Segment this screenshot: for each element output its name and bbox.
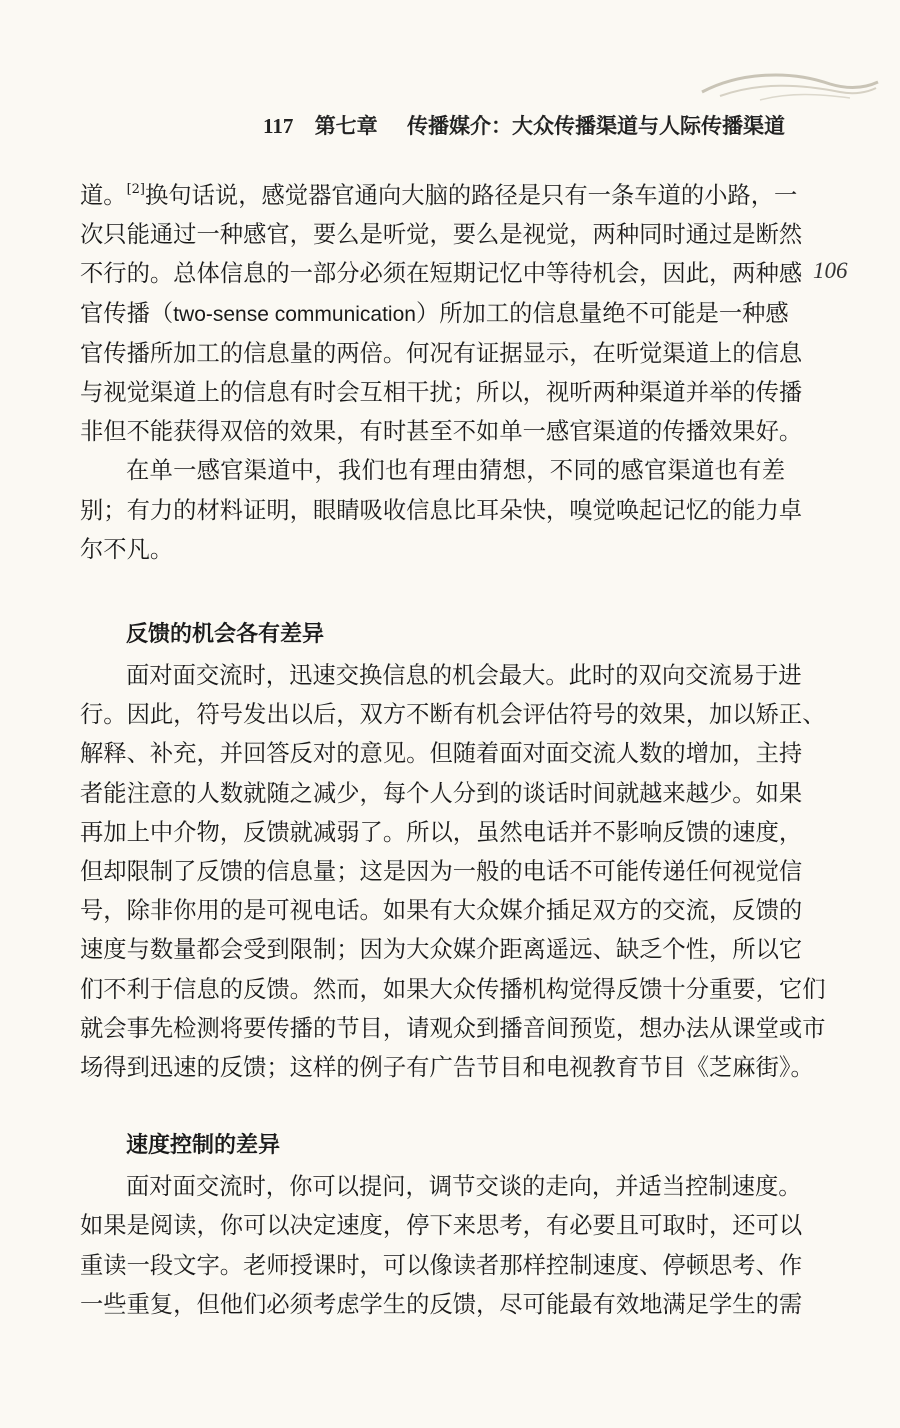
page-body	[80, 176, 826, 1324]
text-line: 面对面交流时，你可以提问，调节交谈的走向，并适当控制速度。	[126, 1173, 802, 1201]
paragraph-2	[80, 451, 803, 569]
decorative-swoosh	[700, 62, 880, 112]
text-line: 者能注意的人数就随之减少，每个人分到的谈话时间就越来越少。如果	[80, 779, 803, 807]
text-line: 道。[2]换句话说，感觉器官通向大脑的路径是只有一条车道的小路，一	[80, 182, 798, 209]
text-line: 官传播（two-sense communication）所加工的信息量绝不可能是一种感	[80, 299, 789, 327]
text-line: 别；有力的材料证明，眼睛吸收信息比耳朵快，嗅觉唤起记忆的能力卓	[80, 496, 803, 524]
page-number: 117	[263, 114, 294, 138]
section-heading-feedback: 反馈的机会各有差异	[126, 622, 325, 648]
running-header	[263, 110, 785, 140]
paragraph-1	[80, 176, 803, 451]
text-line: 如果是阅读，你可以决定速度，停下来思考，有必要且可取时，还可以	[80, 1212, 803, 1240]
text-line: 们不利于信息的反馈。然而，如果大众传播机构觉得反馈十分重要，它们	[80, 975, 826, 1003]
text-line: 与视觉渠道上的信息有时会互相干扰；所以，视听两种渠道并举的传播	[80, 379, 803, 407]
paragraph-feedback	[80, 656, 826, 1087]
text-line: 号，除非你用的是可视电话。如果有大众媒介插足双方的交流，反馈的	[80, 897, 803, 925]
text-line: 行。因此，符号发出以后，双方不断有机会评估符号的效果，加以矫正、	[80, 701, 826, 729]
text-line: 再加上中介物，反馈就减弱了。所以，虽然电话并不影响反馈的速度，	[80, 818, 803, 846]
text-line: 重读一段文字。老师授课时，可以像读者那样控制速度、停顿思考、作	[80, 1251, 803, 1279]
text-line: 解释、补充，并回答反对的意见。但随着面对面交流人数的增加，主持	[80, 740, 803, 768]
text-line: 尔不凡。	[80, 535, 174, 563]
chapter-title: 传播媒介：大众传播渠道与人际传播渠道	[407, 114, 785, 138]
margin-page-reference: 106	[813, 258, 848, 283]
text-line: 但却限制了反馈的信息量；这是因为一般的电话不可能传递任何视觉信	[80, 858, 803, 886]
chapter-label: 第七章	[314, 114, 378, 138]
text-line: 场得到迅速的反馈；这样的例子有广告节目和电视教育节目《芝麻街》。	[80, 1054, 814, 1082]
section-heading-speed: 速度控制的差异	[126, 1133, 281, 1159]
text-line: 一些重复，但他们必须考虑学生的反馈，尽可能最有效地满足学生的需	[80, 1290, 803, 1318]
footnote-ref: [2]	[126, 182, 146, 197]
text-line: 面对面交流时，迅速交换信息的机会最大。此时的双向交流易于进	[126, 662, 802, 690]
text-line: 不行的。总体信息的一部分必须在短期记忆中等待机会，因此，两种感	[80, 260, 803, 288]
paragraph-speed	[80, 1167, 803, 1324]
text-line: 在单一感官渠道中，我们也有理由猜想，不同的感官渠道也有差	[126, 457, 785, 485]
text-line: 非但不能获得双倍的效果，有时甚至不如单一感官渠道的传播效果好。	[80, 418, 803, 446]
text-line: 官传播所加工的信息量的两倍。何况有证据显示，在听觉渠道上的信息	[80, 339, 803, 367]
text-line: 速度与数量都会受到限制；因为大众媒介距离遥远、缺乏个性，所以它	[80, 936, 803, 964]
text-line: 就会事先检测将要传播的节目，请观众到播音间预览，想办法从课堂或市	[80, 1014, 826, 1042]
text-line: 次只能通过一种感官，要么是听觉，要么是视觉，两种同时通过是断然	[80, 221, 803, 249]
